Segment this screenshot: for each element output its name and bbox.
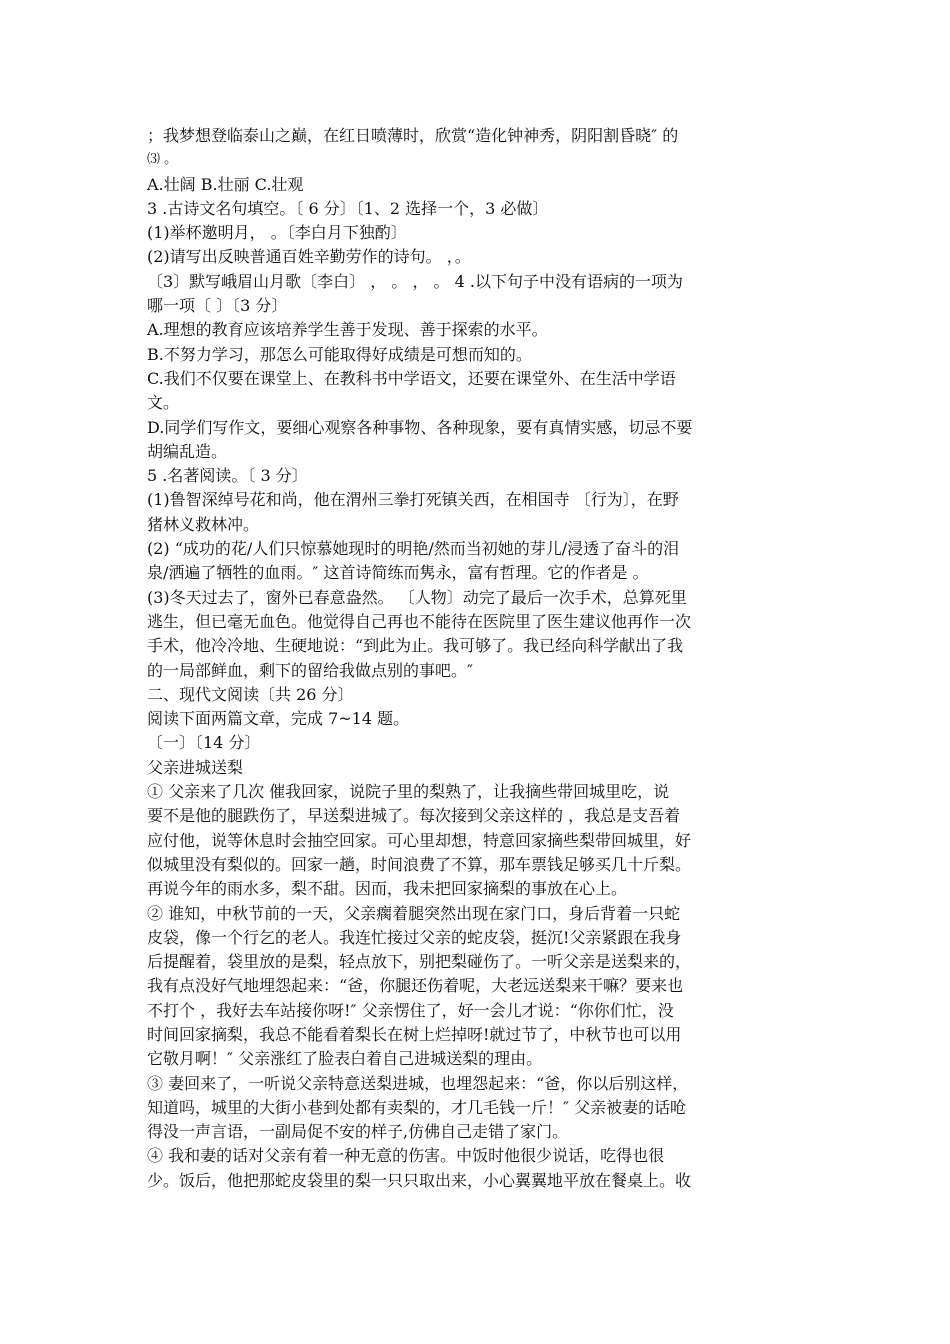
text-line: 少。饭后，他把那蛇皮袋里的梨一只只取出来，小心翼翼地平放在餐桌上。收	[147, 1170, 692, 1190]
text-line: 手术，他冷冷地、生硬地说：“到此为止。我可够了。我已经向科学献出了我	[147, 636, 684, 656]
text-line: 阅读下面两篇文章，完成 7~14 题。	[147, 709, 410, 729]
text-line: 应付他，说等休息时会抽空回家。可心里却想，特意回家摘些梨带回城里，好	[147, 830, 692, 850]
text-line: 它敬月啊！″ 父亲涨红了脸表白着自己进城送梨的理由。	[147, 1049, 543, 1069]
text-line: 知道吗，城里的大街小巷到处都有卖梨的，才几毛钱一斤！″ 父亲被妻的话呛	[147, 1097, 687, 1117]
text-line: (2) “成功的花/人们只惊慕她现时的明艳/然而当初她的芽儿/浸透了奋斗的泪	[147, 539, 680, 559]
text-line: ① 父亲来了几次 催我回家，说院子里的梨熟了，让我摘些带回城里吃，说	[147, 782, 670, 802]
text-line: 3 .古诗文名句填空。〔 6 分〕〔1、2 选择一个，3 必做〕	[147, 198, 549, 218]
text-line: C.我们不仅要在课堂上、在教科书中学语文，还要在课堂外、在生活中学语	[147, 368, 676, 388]
text-line: 时间回家摘梨，我总不能看着梨长在树上烂掉呀!就过节了，中秋节也可以用	[147, 1024, 682, 1044]
text-line: B.不努力学习，那怎么可能取得好成绩是可想而知的。	[147, 344, 532, 364]
text-line: 〔3〕默写峨眉山月歌〔李白〕 ， 。 ， 。 4 .以下句子中没有语病的一项为	[147, 271, 683, 291]
text-line: (1)举杯邀明月， 。〔李白月下独酌〕	[147, 223, 407, 243]
text-line: (3)冬天过去了，窗外已春意盎然。 〔人物〕动完了最后一次手术，总算死里	[147, 587, 687, 607]
text-line: ④ 我和妻的话对父亲有着一种无意的伤害。中饭时他很少说话，吃得也很	[147, 1146, 665, 1166]
text-line: A.理想的教育应该培养学生善于发现、善于探索的水平。	[147, 320, 548, 340]
text-line: 逃生，但已毫无血色。他觉得自己再也不能待在医院里了医生建议他再作一次	[147, 611, 692, 631]
text-line: 皮袋，像一个行乞的老人。我连忙接过父亲的蛇皮袋，挺沉!父亲紧跟在我身	[147, 927, 682, 947]
text-line: 哪一项〔 〕〔3 分〕	[147, 296, 288, 316]
text-line: 似城里没有梨似的。回家一趟，时间浪费了不算，那车票钱足够买几十斤梨。	[147, 854, 692, 874]
text-line: 父亲进城送梨	[147, 757, 244, 777]
text-line: 再说今年的雨水多，梨不甜。因而，我未把回家摘梨的事放在心上。	[147, 879, 628, 899]
text-line: D.同学们写作文，要细心观察各种事物、各种现象，要有真情实感，切忌不要	[147, 417, 693, 437]
text-line: 胡编乱造。	[147, 441, 228, 461]
text-line: 后提醒着，袋里放的是梨，轻点放下，别把梨碰伤了。一听父亲是送梨来的，	[147, 952, 692, 972]
text-line: (1)鲁智深绰号花和尚，他在渭州三拳打死镇关西，在相国寺 〔行为〕，在野	[147, 490, 679, 510]
text-line: A.壮阔 B.壮丽 C.壮观	[147, 174, 304, 194]
text-line: 泉/洒遍了牺牲的血雨。″ 这首诗简练而隽永，富有哲理。它的作者是 。	[147, 563, 649, 583]
text-line: 文。	[147, 393, 180, 413]
text-line: 的一局部鲜血，剩下的留给我做点别的事吧。″	[147, 660, 473, 680]
text-line: 猪林义救林冲。	[147, 514, 260, 534]
text-line: ；我梦想登临泰山之巅，在红日喷薄时，欣赏“造化钟神秀，阴阳割昏晓″ 的	[147, 126, 679, 145]
text-line: (2)请写出反映普通百姓辛勤劳作的诗句。 ，。	[147, 247, 471, 267]
text-line: 5 .名著阅读。〔 3 分〕	[147, 466, 308, 486]
text-line: 二、现代文阅读〔共 26 分〕	[147, 684, 354, 704]
text-line: ⑶ 。	[147, 152, 178, 168]
text-line: 我有点没好气地埋怨起来：“爸，你腿还伤着呢，大老远送梨来干嘛？要来也	[147, 976, 684, 996]
document-page	[147, 124, 807, 1193]
text-line: 得没一声言语，一副局促不安的样子,仿佛自己走错了家门。	[147, 1122, 569, 1142]
text-line: 不打个 ，我好去车站接你呀!″ 父亲愣住了，好一会儿才说：“你你们忙，没	[147, 1000, 674, 1020]
text-line: ② 谁知，中秋节前的一天，父亲瘸着腿突然出现在家门口，身后背着一只蛇	[147, 903, 681, 923]
text-line: ③ 妻回来了，一听说父亲特意送梨进城，也埋怨起来：“爸，你以后别这样，	[147, 1073, 689, 1093]
text-line: 〔一〕〔14 分〕	[147, 733, 261, 753]
text-line: 要不是他的腿跌伤了，早送梨进城了。每次接到父亲这样的 ，我总是支吾着	[147, 806, 681, 826]
